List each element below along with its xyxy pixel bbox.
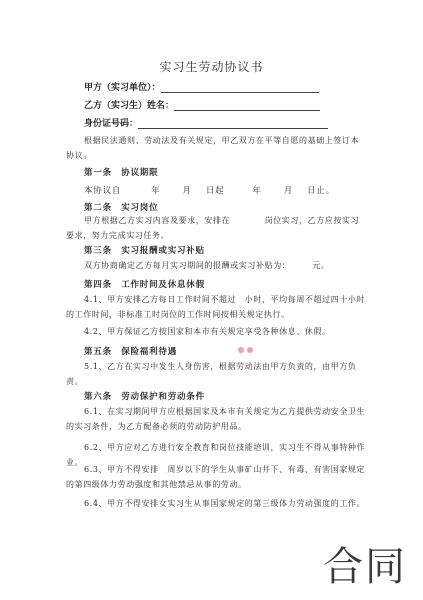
- id-number-blank: [138, 119, 328, 129]
- section-4-p1: 4.1、甲方安排乙方每日工作时间不超过 小时，平均每周不超过四十小时的工作时间，非标准工时岗位的工作时间按相关规定执行。: [66, 295, 366, 319]
- section-6-p2: 6.2、甲方应对乙方进行安全教育和岗位技能培训，实习生不得从事特种作业。: [66, 443, 366, 467]
- id-number-label: 身份证号码：: [84, 119, 139, 129]
- pink-dot: [238, 347, 244, 353]
- intro-paragraph: 根据民法通则、劳动法及有关规定，甲乙双方在平等自愿的基础上签订本协议。: [66, 136, 360, 160]
- pink-dot: [247, 347, 253, 353]
- section-6-p1: 6.1、在实习期间甲方应根据国家及本市有关规定为乙方提供劳动安全卫生的实习条件，为乙方配备必须的劳动防护用品。: [66, 407, 366, 431]
- section-4-p2: 4.2、甲方保证乙方按国家和本市有关规定享受各种休息、休假。: [84, 327, 331, 336]
- section-1-heading: 第一条 协议期限: [84, 168, 159, 178]
- section-4-heading: 第四条 工作时间及休息休假: [84, 280, 205, 290]
- party-a-label: 甲方（实习单位）：: [84, 83, 161, 93]
- party-b-blank: [174, 101, 320, 111]
- section-6-heading: 第六条 劳动保护和劳动条件: [84, 392, 205, 402]
- watermark-text: 合同: [323, 544, 407, 590]
- section-5-heading: 第五条 保险福利待遇: [84, 347, 178, 357]
- party-a-field: [84, 80, 319, 93]
- document-title: 实习生劳动协议书: [159, 60, 264, 74]
- party-b-label: 乙方（实习生）姓名：: [84, 101, 175, 111]
- section-3-heading: 第三条 实习报酬或实习补贴: [84, 246, 205, 256]
- section-5-p1: 5.1、乙方在实习中发生人身伤害，根据劳动法由甲方负责的，由甲方负责。: [66, 362, 357, 386]
- section-6-p4: 6.4、甲方不得安排女实习生从事国家规定的第三级体力劳动强度的工作。: [84, 499, 366, 508]
- pink-dots-decoration: [238, 338, 256, 357]
- section-2-text: 甲方根据乙方实习内容及要求，安排在 岗位实习，乙方应按实习要求，努力完成实习任务。: [66, 216, 360, 240]
- section-1-term-line: 本协议自 年 月 日起 年 月 日止。: [84, 186, 335, 196]
- section-6-p3: 6.3、甲方不得安排 周岁以下的学生从事矿山井下、有毒、有害国家规定的第四级体力劳动强度和其他禁忌从事的劳动。: [66, 465, 366, 489]
- section-2-heading: 第二条 实习岗位: [84, 203, 159, 213]
- party-b-field: [84, 98, 320, 111]
- section-3-text: 双方协商确定乙方每月实习期间的报酬或实习补贴为： 元。: [84, 261, 330, 270]
- party-a-blank: [161, 83, 319, 93]
- id-number-field: [84, 116, 328, 129]
